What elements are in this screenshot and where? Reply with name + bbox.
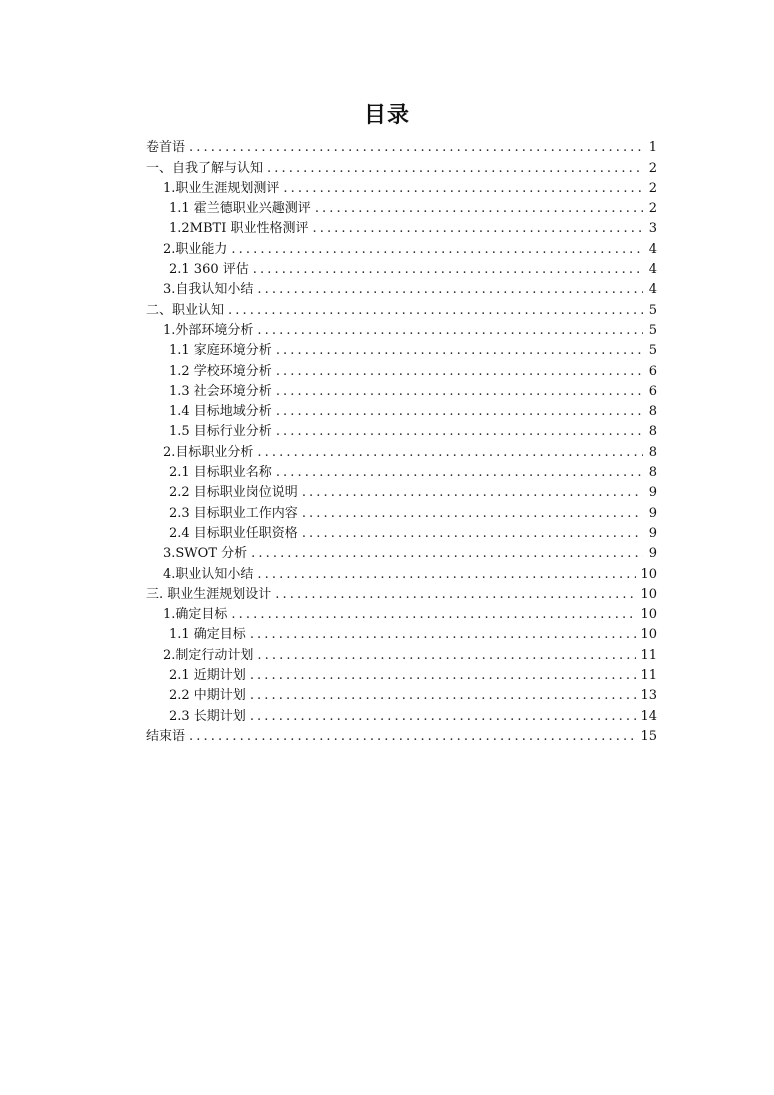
toc-entry-page-number: 9	[648, 525, 657, 541]
toc-dot-leader	[283, 181, 643, 197]
toc-entry-page-number: 4	[648, 241, 657, 257]
toc-entry[interactable]	[146, 298, 657, 318]
toc-entry[interactable]	[146, 684, 657, 704]
toc-entry[interactable]	[146, 461, 657, 481]
toc-entry-page-number: 8	[648, 404, 657, 420]
toc-dot-leader	[250, 627, 637, 643]
toc-entry[interactable]	[146, 380, 657, 400]
toc-entry[interactable]	[146, 664, 657, 684]
toc-entry-label: 2.2 目标职业岗位说明	[169, 485, 298, 501]
toc-entry-page-number: 4	[648, 262, 657, 278]
toc-entry[interactable]	[146, 522, 657, 542]
toc-entry[interactable]	[146, 400, 657, 420]
toc-entry-label: 三. 职业生涯规划设计	[146, 586, 272, 602]
toc-entry[interactable]	[146, 420, 657, 440]
toc-dot-leader	[189, 729, 636, 745]
toc-dot-leader	[189, 140, 643, 156]
toc-dot-leader	[312, 221, 643, 237]
toc-entry[interactable]	[146, 237, 657, 257]
toc-dot-leader	[257, 567, 636, 583]
toc-entry[interactable]	[146, 177, 657, 197]
toc-entry-label: 2.目标职业分析	[163, 444, 254, 460]
toc-entry[interactable]	[146, 136, 657, 156]
toc-dot-leader	[275, 587, 636, 603]
toc-entry[interactable]	[146, 258, 657, 278]
toc-entry-page-number: 15	[640, 728, 657, 744]
toc-dot-leader	[276, 364, 643, 380]
toc-dot-leader	[253, 262, 643, 278]
toc-entry[interactable]	[146, 542, 657, 562]
toc-entry-label: 2.4 目标职业任职资格	[169, 525, 298, 541]
toc-entry-label: 3.SWOT 分析	[163, 546, 248, 562]
toc-dot-leader	[231, 242, 643, 258]
toc-entry[interactable]	[146, 562, 657, 582]
toc-entry-label: 1.确定目标	[163, 607, 228, 623]
toc-entry-label: 1.2 学校环境分析	[169, 363, 272, 379]
toc-entry-label: 2.制定行动计划	[163, 647, 254, 663]
toc-entry-page-number: 6	[648, 363, 657, 379]
toc-entry-label: 二、职业认知	[146, 302, 225, 318]
toc-dot-leader	[257, 282, 643, 298]
toc-entry-label: 1.职业生涯规划测评	[163, 180, 280, 196]
toc-entry-page-number: 2	[648, 201, 657, 217]
toc-entry[interactable]	[146, 501, 657, 521]
toc-entry-label: 1.1 确定目标	[169, 627, 246, 643]
toc-entry-page-number: 13	[640, 688, 657, 704]
toc-entry-page-number: 14	[640, 708, 657, 724]
toc-entry-page-number: 8	[648, 444, 657, 460]
toc-entry-label: 结束语	[146, 728, 186, 744]
toc-entry-label: 一、自我了解与认知	[146, 160, 264, 176]
toc-dot-leader	[302, 526, 643, 542]
toc-entry-page-number: 9	[648, 505, 657, 521]
toc-dot-leader	[276, 343, 643, 359]
toc-entry-label: 2.职业能力	[163, 241, 228, 257]
toc-entry-page-number: 2	[648, 180, 657, 196]
toc-dot-leader	[315, 201, 643, 217]
toc-dot-leader	[250, 668, 637, 684]
toc-entry[interactable]	[146, 278, 657, 298]
toc-entry[interactable]	[146, 704, 657, 724]
toc-entry[interactable]	[146, 217, 657, 237]
toc-entry-page-number: 9	[648, 485, 657, 501]
toc-entry[interactable]	[146, 156, 657, 176]
toc-entry-label: 1.3 社会环境分析	[169, 383, 272, 399]
toc-entry-label: 1.2MBTI 职业性格测评	[169, 221, 309, 237]
toc-entry-label: 3.自我认知小结	[163, 282, 254, 298]
toc-entry-label: 1.1 霍兰德职业兴趣测评	[169, 201, 311, 217]
toc-entry-page-number: 8	[648, 465, 657, 481]
toc-entry[interactable]	[146, 319, 657, 339]
toc-entry-label: 2.1 近期计划	[169, 668, 246, 684]
toc-dot-leader	[250, 709, 637, 725]
toc-entry-label: 卷首语	[146, 140, 186, 156]
toc-entry[interactable]	[146, 583, 657, 603]
toc-entry[interactable]	[146, 623, 657, 643]
toc-entry[interactable]	[146, 643, 657, 663]
toc-entry[interactable]	[146, 725, 657, 745]
toc-title: 目录	[363, 103, 410, 128]
toc-entry-page-number: 10	[640, 586, 657, 602]
table-of-contents	[146, 136, 657, 745]
toc-entry-label: 1.4 目标地域分析	[169, 404, 272, 420]
toc-entry-label: 2.3 长期计划	[169, 708, 246, 724]
toc-dot-leader	[257, 648, 636, 664]
toc-entry[interactable]	[146, 481, 657, 501]
toc-entry[interactable]	[146, 197, 657, 217]
toc-entry-page-number: 10	[640, 566, 657, 582]
toc-dot-leader	[267, 161, 643, 177]
toc-entry-label: 2.1 360 评估	[169, 262, 249, 278]
toc-dot-leader	[250, 688, 637, 704]
toc-entry-page-number: 8	[648, 424, 657, 440]
toc-dot-leader	[302, 485, 643, 501]
toc-entry[interactable]	[146, 440, 657, 460]
toc-entry[interactable]	[146, 339, 657, 359]
toc-entry-page-number: 1	[648, 140, 657, 156]
toc-dot-leader	[231, 607, 636, 623]
toc-entry-page-number: 11	[640, 647, 657, 663]
toc-entry-page-number: 10	[640, 627, 657, 643]
toc-dot-leader	[302, 506, 643, 522]
toc-entry-label: 1.1 家庭环境分析	[169, 343, 272, 359]
toc-dot-leader	[251, 546, 643, 562]
toc-entry-page-number: 6	[648, 383, 657, 399]
toc-dot-leader	[257, 323, 643, 339]
toc-entry-page-number: 3	[648, 221, 657, 237]
toc-entry-page-number: 11	[640, 668, 657, 684]
toc-entry-label: 2.2 中期计划	[169, 688, 246, 704]
toc-dot-leader	[276, 424, 643, 440]
toc-entry-page-number: 5	[648, 343, 657, 359]
toc-dot-leader	[276, 404, 643, 420]
toc-entry-label: 1.5 目标行业分析	[169, 424, 272, 440]
toc-dot-leader	[276, 465, 643, 481]
toc-entry-page-number: 2	[648, 160, 657, 176]
toc-entry-label: 2.1 目标职业名称	[169, 465, 272, 481]
toc-dot-leader	[228, 303, 643, 319]
toc-dot-leader	[276, 384, 643, 400]
toc-entry-label: 1.外部环境分析	[163, 322, 254, 338]
toc-entry-page-number: 5	[648, 302, 657, 318]
toc-entry-label: 2.3 目标职业工作内容	[169, 505, 298, 521]
toc-entry-page-number: 9	[648, 546, 657, 562]
toc-entry[interactable]	[146, 603, 657, 623]
toc-entry[interactable]	[146, 359, 657, 379]
toc-dot-leader	[257, 445, 643, 461]
toc-entry-page-number: 4	[648, 282, 657, 298]
toc-entry-page-number: 10	[640, 607, 657, 623]
toc-entry-page-number: 5	[648, 322, 657, 338]
toc-entry-label: 4.职业认知小结	[163, 566, 254, 582]
